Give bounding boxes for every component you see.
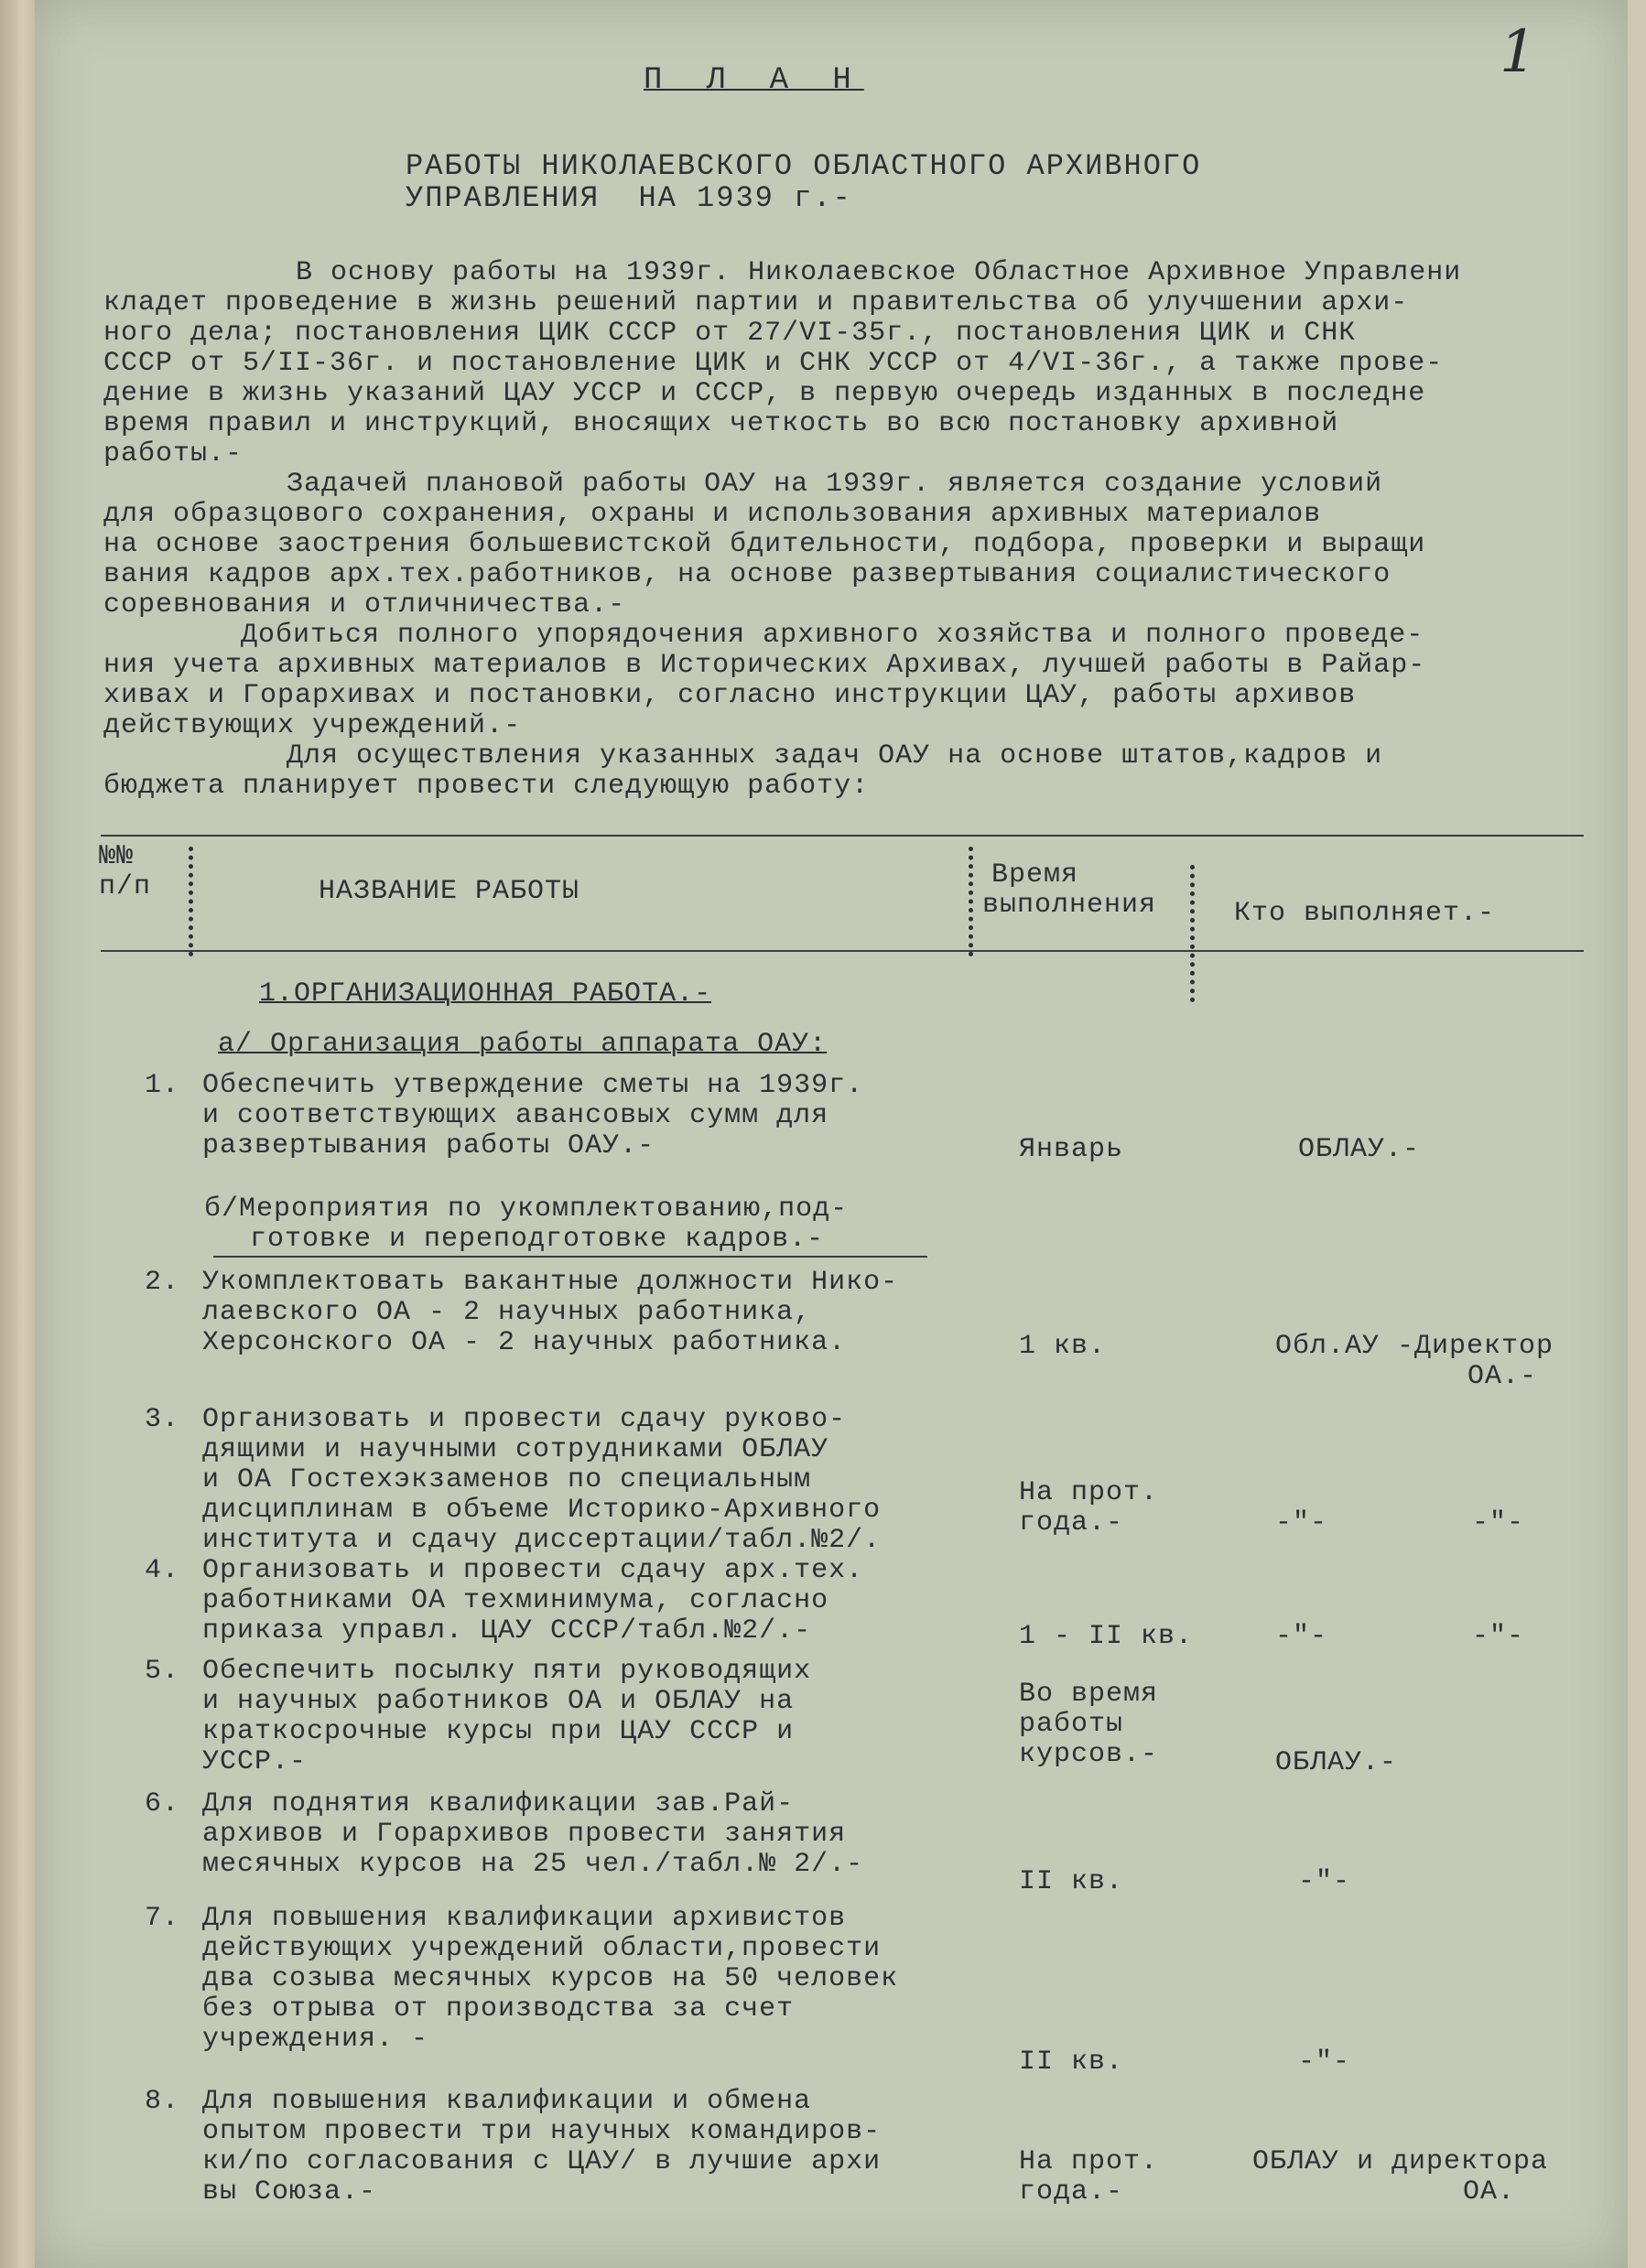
item-executor: -"-	[1472, 1507, 1525, 1539]
intro-line: Для осуществления указанных задач ОАУ на основе штатов,кадров и	[287, 740, 1383, 772]
item-time: курсов.-	[1019, 1739, 1159, 1770]
intro-line: работы.-	[103, 438, 244, 470]
item-text-line: действующих учреждений области,провести	[202, 1933, 882, 1964]
item-executor: -"-	[1298, 2047, 1351, 2078]
item-text-line: без отрыва от производства за счет	[202, 1993, 795, 2025]
item-text-line: дисциплинам в объеме Историко-Архивного	[202, 1495, 882, 1526]
item-text-line: работниками ОА техминимума, согласно	[202, 1585, 829, 1616]
item-executor: -"-	[1275, 1507, 1328, 1539]
item-time: 1 - II кв.	[1019, 1621, 1194, 1652]
intro-line: СССР от 5/II-36г. и постановление ЦИК и СНК УССР от 4/VI-36г., а также прове-	[103, 348, 1444, 379]
intro-line: кладет проведение в жизнь решений партии и правительства об улучшении архи-	[103, 287, 1409, 319]
item-text-line: Организовать и провести сдачу руково-	[202, 1404, 847, 1435]
table-header-rule	[101, 950, 1584, 952]
document-subtitle-line1: РАБОТЫ НИКОЛАЕВСКОГО ОБЛАСТНОГО АРХИВНОГО	[406, 149, 1202, 183]
item-number: 4.	[145, 1555, 180, 1586]
intro-line: Добиться полного упорядочения архивного хозяйства и полного проведе-	[241, 620, 1424, 651]
section-heading: 1.ОРГАНИЗАЦИОННАЯ РАБОТА.-	[259, 978, 712, 1010]
intro-line: Задачей плановой работы ОАУ на 1939г. является создание условий	[287, 469, 1383, 500]
item-text-line: и ОА Гостехэкзаменов по специальным	[202, 1464, 812, 1496]
table-header-time-line2: выполнения	[982, 890, 1157, 921]
item-number: 3.	[145, 1404, 180, 1435]
intro-line: В основу работы на 1939г. Николаевское Областное Архивное Управлени	[296, 257, 1462, 288]
intro-line: соревнования и отличничества.-	[103, 589, 626, 621]
item-text-line: института и сдачу диссертации/табл.№2/.	[202, 1525, 882, 1556]
intro-line: ного дела; постановления ЦИК СССР от 27/VI-35г., постановления ЦИК и СНК	[103, 318, 1357, 349]
item-time: II кв.	[1019, 2047, 1124, 2078]
item-text-line: приказа управл. ЦАУ СССР/табл.№2/.-	[202, 1615, 812, 1647]
intro-line: вания кадров арх.тех.работников, на основе развертывания социалистического	[103, 559, 1392, 590]
item-text-line: УССР.-	[202, 1746, 308, 1777]
intro-line: действующих учреждений.-	[103, 710, 522, 741]
item-text-line: и соответствующих авансовых сумм для	[202, 1100, 829, 1131]
item-text-line: Обеспечить утверждение сметы на 1939г.	[202, 1070, 864, 1101]
item-text-line: Организовать и провести сдачу арх.тех.	[202, 1555, 864, 1586]
item-text-line: краткосрочные курсы при ЦАУ СССР и	[202, 1716, 795, 1747]
subsection-b-underline	[213, 1256, 927, 1258]
page-number: 1	[1500, 18, 1537, 86]
item-text-line: дящими и научными сотрудниками ОБЛАУ	[202, 1434, 829, 1465]
item-text-line: Херсонского ОА - 2 научных работника.	[202, 1327, 847, 1358]
document-sheet	[35, 0, 1628, 2268]
item-text-line: архивов и Горархивов провести занятия	[202, 1819, 847, 1850]
item-number: 8.	[145, 2086, 180, 2117]
item-time: Во время	[1019, 1679, 1159, 1710]
document-title: П Л А Н	[644, 63, 864, 98]
item-text-line: Обеспечить посылку пяти руководящих	[202, 1656, 812, 1687]
intro-line: хивах и Горархивах и постановки, согласно инструкции ЦАУ, работы архивов	[103, 680, 1357, 711]
item-executor: ОБЛАУ и директора	[1252, 2146, 1549, 2177]
item-executor: ОА.	[1463, 2176, 1516, 2208]
item-time: На прот.	[1019, 2146, 1159, 2177]
table-header-time-line1: Время	[991, 859, 1079, 891]
item-text-line: Для повышения квалификации архивистов	[202, 1903, 847, 1934]
item-executor: ОБЛАУ.-	[1275, 1747, 1398, 1778]
item-text-line: Укомплектовать вакантные должности Нико-	[202, 1267, 899, 1298]
item-text-line: вы Союза.-	[202, 2176, 377, 2208]
item-text-line: лаевского ОА - 2 научных работника,	[202, 1297, 812, 1328]
subsection-a-heading: а/ Организация работы аппарата ОАУ:	[218, 1029, 828, 1060]
subsection-b-heading: б/Мероприятия по укомплектованию,под-	[204, 1193, 849, 1225]
table-top-rule	[101, 835, 1584, 837]
item-time: II кв.	[1019, 1866, 1124, 1897]
subsection-b-heading: готовке и переподготовке кадров.-	[250, 1224, 825, 1255]
item-number: 6.	[145, 1788, 180, 1820]
item-text-line: Для поднятия квалификации зав.Рай-	[202, 1788, 795, 1820]
intro-line: время правил и инструкций, вносящих четкость во всю постановку архивной	[103, 408, 1339, 439]
document-subtitle-line2: УПРАВЛЕНИЯ НА 1939 г.-	[406, 181, 852, 215]
item-executor: -"-	[1275, 1621, 1328, 1652]
item-executor: -"-	[1298, 1866, 1351, 1897]
item-time: На прот.	[1019, 1477, 1159, 1508]
item-text-line: Для повышения квалификации и обмена	[202, 2086, 812, 2117]
item-executor: ОА.-	[1467, 1361, 1538, 1392]
table-column-divider	[189, 847, 193, 956]
table-header-who: Кто выполняет.-	[1234, 898, 1496, 929]
intro-line: для образцового сохранения, охраны и использования архивных материалов	[103, 499, 1322, 530]
item-executor: -"-	[1472, 1621, 1525, 1652]
item-text-line: опытом провести три научных командиров-	[202, 2116, 882, 2147]
intro-line: бюджета планирует провести следующую работу:	[103, 771, 870, 802]
item-time: 1 кв.	[1019, 1331, 1107, 1362]
table-column-divider	[969, 847, 973, 956]
item-text-line: месячных курсов на 25 чел./табл.№ 2/.-	[202, 1849, 864, 1880]
item-number: 7.	[145, 1903, 180, 1934]
item-text-line: учреждения. -	[202, 2024, 429, 2055]
table-header-num-line2: п/п	[99, 871, 152, 902]
item-text-line: два созыва месячных курсов на 50 человек	[202, 1963, 899, 1994]
item-time: работы	[1019, 1709, 1124, 1740]
item-number: 5.	[145, 1656, 180, 1687]
item-number: 2.	[145, 1267, 180, 1298]
item-number: 1.	[145, 1070, 180, 1101]
item-executor: ОБЛАУ.-	[1298, 1134, 1421, 1165]
item-text-line: и научных работников ОА и ОБЛАУ на	[202, 1686, 795, 1717]
intro-line: дение в жизнь указаний ЦАУ УССР и СССР, в первую очередь изданных в последне	[103, 378, 1426, 409]
item-text-line: развертывания работы ОАУ.-	[202, 1130, 655, 1161]
item-executor: Обл.АУ -Директор	[1275, 1331, 1554, 1362]
item-time: года.-	[1019, 2176, 1124, 2208]
table-column-divider	[1190, 865, 1195, 1002]
item-text-line: ки/по согласования с ЦАУ/ в лучшие архи	[202, 2146, 882, 2177]
table-header-num-line1: №№	[99, 841, 135, 872]
item-time: года.-	[1019, 1507, 1124, 1539]
item-time: Январь	[1019, 1134, 1124, 1165]
table-header-name: НАЗВАНИЕ РАБОТЫ	[319, 876, 580, 907]
intro-line: на основе заострения большевистской бдительности, подбора, проверки и выращи	[103, 529, 1426, 560]
intro-line: ния учета архивных материалов в Исторических Архивах, лучшей работы в Райар-	[103, 650, 1426, 681]
